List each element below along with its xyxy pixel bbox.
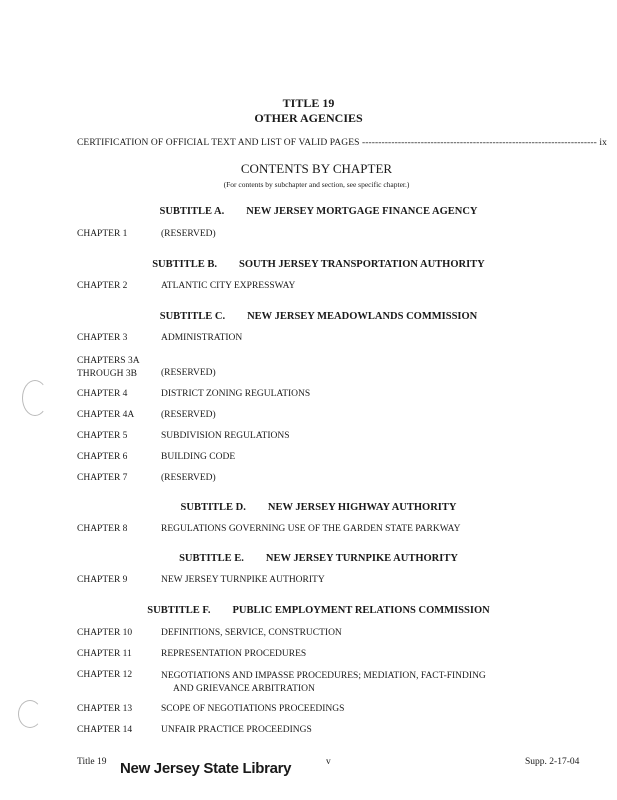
chapter-title-line-2: AND GRIEVANCE ARBITRATION [173,684,315,694]
subtitle-f [10,605,617,616]
chapter-title: (RESERVED) [161,368,216,378]
chapter-label: CHAPTER 4A [77,410,135,420]
chapter-label [77,355,140,381]
footer-title: Title 19 [77,757,107,767]
chapter-label-line-2: THROUGH 3B [77,369,137,379]
chapter-title: UNFAIR PRACTICE PROCEEDINGS [161,725,312,735]
subtitle-name: NEW JERSEY TURNPIKE AUTHORITY [265,553,458,564]
library-stamp: New Jersey State Library [120,760,292,777]
contents-note: (For contents by subchapter and section, see specific chapter.) [223,180,410,189]
chapter-title: ADMINISTRATION [161,333,243,343]
subtitle-label: SUBTITLE C. [159,311,226,322]
document-title [0,96,617,126]
chapter-label: CHAPTER 12 [77,670,133,680]
scan-artifact-bottom-left [18,700,42,728]
chapter-title: SUBDIVISION REGULATIONS [161,431,290,441]
chapter-label: CHAPTER 8 [77,524,128,534]
supplement-date: Supp. 2-17-04 [525,757,580,767]
chapter-title: (RESERVED) [161,229,216,239]
certification-line: CERTIFICATION OF OFFICIAL TEXT AND LIST OF VALID PAGES ------------------------------------------------------------------------ ix [77,138,607,148]
subtitle-label: SUBTITLE D. [180,502,246,513]
chapter-label: CHAPTER 2 [77,281,128,291]
chapter-label: CHAPTER 1 [77,229,128,239]
chapter-title: ATLANTIC CITY EXPRESSWAY [161,281,296,291]
scan-artifact-left [22,380,48,416]
subtitle-label: SUBTITLE E. [179,553,244,564]
chapter-title: BUILDING CODE [161,452,236,462]
chapter-label: CHAPTER 4 [77,389,128,399]
chapter-label: CHAPTER 6 [77,452,128,462]
chapter-title: (RESERVED) [161,473,216,483]
chapter-label: CHAPTER 10 [77,628,133,638]
subtitle-name: NEW JERSEY MEADOWLANDS COMMISSION [247,311,478,322]
subtitle-b [10,259,617,270]
subtitle-label: SUBTITLE B. [152,259,217,270]
subtitle-d [10,502,617,513]
chapter-title: SCOPE OF NEGOTIATIONS PROCEEDINGS [161,704,345,714]
chapter-title: REGULATIONS GOVERNING USE OF THE GARDEN STATE PARKWAY [161,524,461,534]
chapter-label: CHAPTER 13 [77,704,133,714]
title-line-1: TITLE 19 [282,96,335,110]
subtitle-c [10,311,617,322]
chapter-label: CHAPTER 9 [77,575,128,585]
subtitle-name: NEW JERSEY HIGHWAY AUTHORITY [267,502,457,513]
chapter-title: (RESERVED) [161,410,216,420]
subtitle-name: SOUTH JERSEY TRANSPORTATION AUTHORITY [239,259,485,270]
chapter-title-line-1: NEGOTIATIONS AND IMPASSE PROCEDURES; MEDIATION, FACT-FINDING [161,671,486,681]
chapter-title: DEFINITIONS, SERVICE, CONSTRUCTION [161,628,342,638]
subtitle-a [10,206,617,217]
chapter-title [161,670,486,696]
subtitle-label: SUBTITLE F. [147,605,211,616]
chapter-title: REPRESENTATION PROCEDURES [161,649,307,659]
page-number: v [326,757,331,767]
chapter-label: CHAPTER 5 [77,431,128,441]
chapter-label: CHAPTER 7 [77,473,128,483]
chapter-label: CHAPTER 3 [77,333,128,343]
chapter-title: NEW JERSEY TURNPIKE AUTHORITY [161,575,325,585]
chapter-label: CHAPTER 14 [77,725,133,735]
chapter-title: DISTRICT ZONING REGULATIONS [161,389,311,399]
subtitle-label: SUBTITLE A. [159,206,225,217]
contents-heading: CONTENTS BY CHAPTER [240,161,393,176]
chapter-label-line-1: CHAPTERS 3A [77,356,140,366]
subtitle-e [10,553,617,564]
subtitle-name: PUBLIC EMPLOYMENT RELATIONS COMMISSION [232,605,490,616]
subtitle-name: NEW JERSEY MORTGAGE FINANCE AGENCY [246,206,478,217]
chapter-label: CHAPTER 11 [77,649,132,659]
title-line-2: OTHER AGENCIES [254,111,363,125]
